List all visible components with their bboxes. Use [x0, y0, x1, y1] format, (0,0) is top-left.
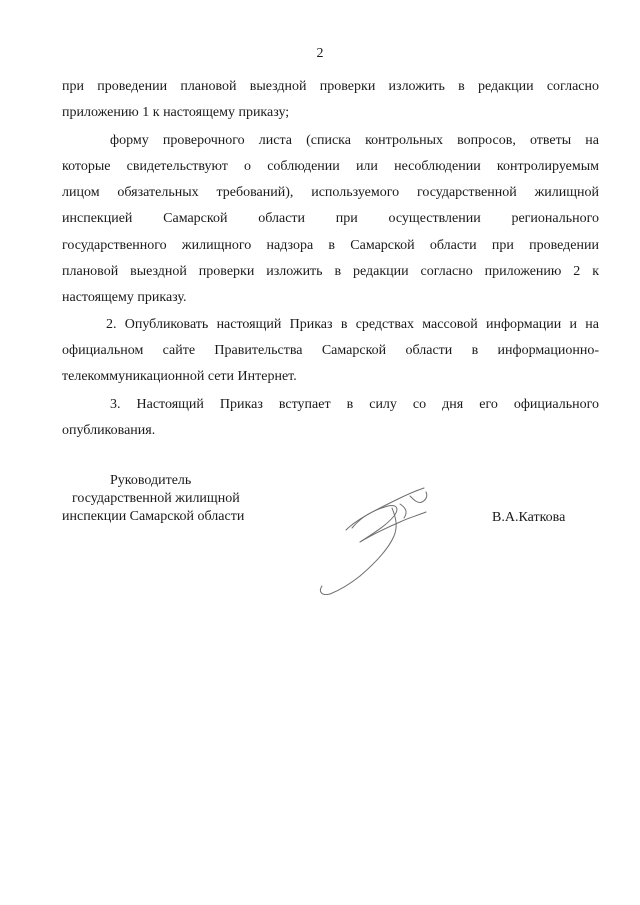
body-line: инспекцией Самарской области при осуществлении регионального [62, 211, 599, 226]
body-line: приложению 1 к настоящему приказу; [62, 105, 290, 120]
body-line: 2. Опубликовать настоящий Приказ в средствах массовой информации и на [106, 317, 599, 332]
body-line: при проведении плановой выездной проверки изложить в редакции согласно [62, 79, 599, 94]
body-line: 3. Настоящий Приказ вступает в силу со дня его официального [110, 397, 599, 412]
handwritten-signature [300, 478, 450, 608]
signer-name: В.А.Каткова [492, 510, 566, 525]
body-line: плановой выездной проверки изложить в редакции согласно приложению 2 к [62, 264, 599, 279]
body-line: настоящему приказу. [62, 290, 187, 305]
body-line: которые свидетельствуют о соблюдении или несоблюдении контролируемым [62, 159, 599, 174]
body-line: официальном сайте Правительства Самарской области в информационно- [62, 343, 599, 358]
body-line: лицом обязательных требований), используемого государственной жилищной [62, 185, 599, 200]
signer-title-line: инспекции Самарской области [62, 509, 245, 524]
page-number: 2 [316, 46, 324, 61]
body-line: государственного жилищного надзора в Самарской области при проведении [62, 238, 599, 253]
body-line: опубликования. [62, 423, 156, 438]
body-line: телекоммуникационной сети Интернет. [62, 369, 297, 384]
signer-title-line: государственной жилищной [72, 491, 240, 506]
body-line: форму проверочного листа (списка контрольных вопросов, ответы на [110, 133, 599, 148]
signer-title-line: Руководитель [110, 473, 192, 488]
